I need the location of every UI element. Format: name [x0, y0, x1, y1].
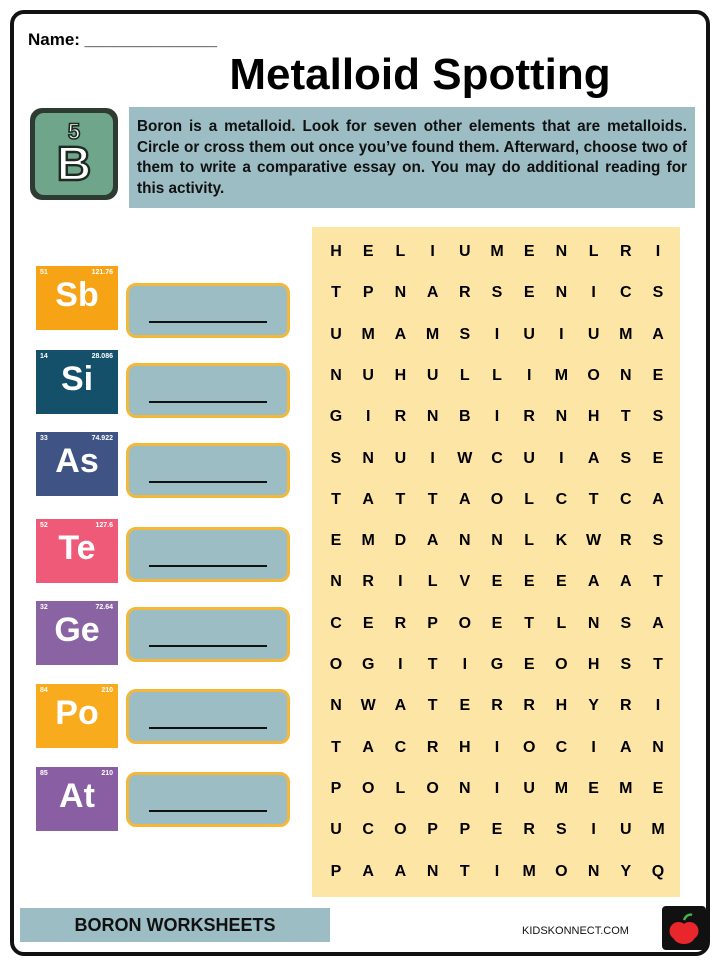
grid-letter[interactable]: U	[523, 325, 535, 343]
grid-letter[interactable]: E	[491, 614, 503, 632]
grid-letter[interactable]: M	[651, 821, 665, 839]
grid-letter[interactable]: R	[620, 532, 632, 550]
grid-letter[interactable]: I	[462, 656, 468, 673]
grid-letter[interactable]: A	[394, 697, 407, 715]
grid-letter[interactable]: E	[523, 243, 535, 260]
boron-symbol: B	[56, 138, 92, 191]
grid-letter[interactable]: N	[459, 532, 471, 550]
grid-letter[interactable]: A	[652, 490, 664, 508]
grid-letter[interactable]: G	[361, 656, 375, 673]
element-number: 33	[40, 435, 48, 442]
grid-letter[interactable]: I	[559, 325, 564, 343]
boron-element-tile	[30, 108, 118, 200]
grid-letter[interactable]: L	[427, 573, 438, 591]
answer-box-si[interactable]	[126, 363, 290, 418]
grid-letter[interactable]: E	[330, 532, 342, 550]
grid-letter[interactable]: R	[620, 243, 632, 260]
grid-letter[interactable]: U	[523, 449, 535, 467]
grid-letter[interactable]: E	[588, 779, 599, 797]
grid-letter[interactable]: R	[426, 738, 439, 756]
grid-letter[interactable]: A	[620, 738, 632, 756]
grid-letter[interactable]: P	[427, 821, 438, 839]
grid-letter[interactable]: I	[365, 408, 371, 426]
grid-letter[interactable]: P	[362, 284, 374, 302]
element-mass: 28.086	[91, 353, 113, 360]
element-tile-po	[36, 684, 118, 748]
element-symbol: Sb	[55, 276, 99, 314]
grid-letter[interactable]: M	[361, 325, 375, 343]
grid-letter[interactable]: Y	[620, 862, 632, 880]
grid-letter[interactable]: A	[652, 614, 664, 632]
grid-letter[interactable]: H	[459, 738, 471, 756]
element-mass: 127.6	[95, 522, 113, 529]
grid-letter[interactable]: N	[330, 573, 342, 591]
grid-letter[interactable]: O	[490, 490, 504, 508]
grid-letter[interactable]: U	[394, 449, 407, 467]
grid-letter[interactable]: O	[555, 656, 568, 673]
grid-letter[interactable]: T	[427, 697, 438, 715]
grid-letter[interactable]: A	[362, 490, 374, 508]
grid-letter[interactable]: W	[457, 449, 473, 467]
grid-letter[interactable]: T	[524, 614, 535, 632]
grid-letter[interactable]: T	[653, 656, 663, 673]
element-symbol: Te	[58, 529, 96, 567]
grid-letter[interactable]: A	[426, 284, 439, 302]
grid-letter[interactable]: C	[555, 490, 568, 508]
grid-letter[interactable]: L	[492, 366, 502, 384]
grid-letter[interactable]: G	[329, 408, 343, 426]
grid-letter[interactable]: A	[587, 573, 600, 591]
grid-letter[interactable]: R	[523, 821, 535, 839]
instructions-text: Boron is a metalloid. Look for seven other elements that are metalloids. Circle or cross them out once you’ve found them. Afterward, choose two of them to write a comparative essay on. You may do additional reading for this activity.	[129, 107, 695, 208]
grid-letter[interactable]: A	[587, 449, 600, 467]
grid-letter[interactable]: O	[587, 366, 600, 384]
grid-letter[interactable]: P	[330, 779, 342, 797]
grid-letter[interactable]: I	[526, 366, 532, 384]
grid-letter[interactable]: U	[459, 243, 471, 260]
grid-letter[interactable]: N	[491, 532, 503, 550]
grid-letter[interactable]: H	[394, 366, 407, 384]
grid-letter[interactable]: E	[652, 366, 664, 384]
grid-letter[interactable]: M	[522, 862, 536, 880]
grid-letter[interactable]: I	[591, 821, 596, 839]
element-tile-at	[36, 767, 118, 831]
grid-letter[interactable]: I	[655, 243, 661, 260]
grid-letter[interactable]: C	[491, 449, 503, 467]
grid-letter[interactable]: I	[591, 738, 596, 756]
element-tile-as	[36, 432, 118, 496]
name-field-label: Name: ______________	[28, 30, 218, 49]
grid-letter[interactable]: N	[362, 449, 374, 467]
grid-letter[interactable]: E	[491, 573, 503, 591]
element-number: 84	[40, 687, 48, 694]
grid-letter[interactable]: O	[394, 821, 407, 839]
grid-letter[interactable]: I	[494, 738, 500, 756]
grid-letter[interactable]: S	[620, 449, 632, 467]
grid-letter[interactable]: S	[330, 449, 342, 467]
grid-letter[interactable]: S	[652, 284, 664, 302]
grid-letter[interactable]: T	[459, 862, 470, 880]
grid-letter[interactable]: M	[361, 532, 375, 550]
answer-box-sb[interactable]	[126, 283, 290, 338]
element-number: 52	[40, 522, 48, 529]
grid-letter[interactable]: I	[559, 449, 564, 467]
grid-letter[interactable]: M	[619, 325, 633, 343]
grid-letter[interactable]: W	[586, 532, 602, 550]
answer-line	[149, 645, 267, 647]
answer-box-as[interactable]	[126, 443, 290, 498]
grid-letter[interactable]: M	[490, 243, 504, 260]
grid-letter[interactable]: S	[459, 325, 471, 343]
grid-letter[interactable]: R	[620, 697, 632, 715]
element-mass: 72.64	[95, 604, 113, 611]
grid-letter[interactable]: M	[554, 366, 569, 384]
grid-letter[interactable]: I	[494, 862, 500, 880]
grid-letter[interactable]: M	[619, 779, 633, 797]
grid-letter[interactable]: L	[524, 532, 535, 550]
grid-letter[interactable]: K	[555, 532, 568, 550]
element-tile-te	[36, 519, 118, 583]
grid-letter[interactable]: L	[588, 243, 599, 260]
grid-letter[interactable]: T	[620, 408, 631, 426]
grid-letter[interactable]: O	[555, 862, 568, 880]
answer-line	[149, 321, 267, 323]
grid-letter[interactable]: C	[620, 490, 632, 508]
apple-logo	[662, 906, 706, 950]
grid-letter[interactable]: V	[459, 573, 471, 591]
element-number: 14	[40, 353, 48, 360]
grid-letter[interactable]: L	[524, 490, 535, 508]
element-tile-sb	[36, 266, 118, 330]
grid-letter[interactable]: E	[459, 697, 471, 715]
grid-letter[interactable]: D	[394, 532, 407, 550]
grid-letter[interactable]: L	[556, 614, 567, 632]
grid-letter[interactable]: A	[394, 325, 407, 343]
grid-letter[interactable]: L	[395, 243, 406, 260]
grid-letter[interactable]: C	[555, 738, 568, 756]
grid-letter[interactable]: N	[394, 284, 407, 302]
grid-letter[interactable]: R	[523, 697, 535, 715]
grid-letter[interactable]: P	[427, 614, 438, 632]
grid-letter[interactable]: L	[459, 366, 470, 384]
grid-letter[interactable]: O	[458, 614, 472, 632]
grid-letter[interactable]: N	[330, 366, 342, 384]
grid-letter[interactable]: C	[394, 738, 407, 756]
grid-letter[interactable]: A	[362, 862, 374, 880]
grid-letter[interactable]: U	[587, 325, 600, 343]
grid-letter[interactable]: C	[330, 614, 342, 632]
answer-line	[149, 810, 267, 812]
element-tile-si	[36, 350, 118, 414]
answer-box-at[interactable]	[126, 772, 290, 827]
element-symbol: At	[59, 777, 95, 815]
word-search-grid	[312, 227, 680, 897]
grid-letter[interactable]: U	[426, 366, 439, 384]
grid-letter[interactable]: S	[491, 284, 503, 302]
grid-letter[interactable]: O	[361, 779, 375, 797]
grid-letter[interactable]: C	[620, 284, 632, 302]
grid-letter[interactable]: R	[459, 284, 471, 302]
grid-letter[interactable]: N	[459, 779, 471, 797]
grid-letter[interactable]: E	[652, 449, 664, 467]
grid-letter[interactable]: M	[425, 325, 440, 343]
grid-letter[interactable]: R	[394, 408, 407, 426]
grid-letter[interactable]: U	[330, 325, 342, 343]
grid-letter[interactable]: U	[620, 821, 632, 839]
grid-letter[interactable]: U	[330, 821, 342, 839]
grid-letter[interactable]: R	[491, 697, 503, 715]
answer-line	[149, 727, 267, 729]
grid-letter[interactable]: N	[426, 862, 439, 880]
grid-letter[interactable]: B	[459, 408, 471, 426]
grid-letter[interactable]: E	[556, 573, 567, 591]
grid-letter[interactable]: Y	[588, 697, 599, 715]
grid-letter[interactable]: R	[523, 408, 535, 426]
grid-letter[interactable]: R	[362, 573, 374, 591]
grid-letter[interactable]: T	[331, 490, 341, 508]
grid-letter[interactable]: A	[394, 862, 407, 880]
grid-letter[interactable]: S	[652, 532, 664, 550]
element-mass: 74.922	[91, 435, 113, 442]
grid-letter[interactable]: L	[395, 779, 406, 797]
grid-letter[interactable]: T	[588, 490, 599, 508]
boron-atomic-number: 5	[67, 119, 81, 144]
grid-letter[interactable]: T	[653, 573, 663, 591]
element-number: 85	[40, 770, 48, 777]
grid-letter[interactable]: E	[652, 779, 664, 797]
grid-letter[interactable]: I	[494, 325, 500, 343]
grid-letter[interactable]: R	[394, 614, 407, 632]
grid-letter[interactable]: N	[620, 366, 632, 384]
boron-tile-face	[35, 113, 113, 195]
grid-letter[interactable]: N	[555, 284, 568, 302]
element-symbol: Ge	[54, 611, 100, 649]
grid-letter[interactable]: W	[360, 697, 376, 715]
answer-box-po[interactable]	[126, 689, 290, 744]
grid-letter[interactable]: Q	[651, 862, 665, 880]
grid-letter[interactable]: A	[362, 738, 374, 756]
grid-letter[interactable]: N	[555, 243, 568, 260]
page-title: Metalloid Spotting	[229, 50, 611, 99]
grid-letter[interactable]: I	[494, 779, 500, 797]
element-mass: 121.76	[91, 269, 113, 276]
grid-letter[interactable]: I	[430, 243, 435, 260]
element-symbol: Po	[55, 694, 99, 732]
grid-letter[interactable]: A	[426, 532, 439, 550]
grid-letter[interactable]: T	[427, 656, 438, 673]
element-number: 32	[40, 604, 48, 611]
grid-letter[interactable]: H	[555, 697, 568, 715]
grid-letter[interactable]: E	[491, 821, 503, 839]
grid-letter[interactable]: E	[362, 614, 374, 632]
grid-letter[interactable]: C	[362, 821, 374, 839]
grid-letter[interactable]: N	[587, 862, 600, 880]
grid-letter[interactable]: P	[330, 862, 342, 880]
grid-letter[interactable]: E	[523, 573, 535, 591]
answer-box-te[interactable]	[126, 527, 290, 582]
grid-letter[interactable]: I	[398, 573, 403, 591]
grid-letter[interactable]: N	[330, 697, 342, 715]
grid-letter[interactable]: S	[556, 821, 567, 839]
grid-letter[interactable]: N	[426, 408, 439, 426]
grid-letter[interactable]: P	[459, 821, 471, 839]
grid-letter[interactable]: H	[330, 243, 342, 260]
element-symbol: Si	[60, 360, 94, 398]
grid-letter[interactable]: M	[554, 779, 569, 797]
element-number: 51	[40, 269, 48, 276]
apple-icon	[662, 906, 706, 950]
answer-line	[149, 401, 267, 403]
grid-letter[interactable]: N	[652, 738, 664, 756]
grid-letter[interactable]: T	[427, 490, 438, 508]
answer-box-ge[interactable]	[126, 607, 290, 662]
grid-letter[interactable]: N	[587, 614, 600, 632]
answer-line	[149, 565, 267, 567]
grid-letter[interactable]: U	[523, 779, 535, 797]
grid-letter[interactable]: O	[329, 656, 343, 673]
grid-letter[interactable]: H	[587, 408, 600, 426]
grid-letter[interactable]: E	[523, 656, 535, 673]
grid-letter[interactable]: A	[652, 325, 664, 343]
grid-letter[interactable]: O	[426, 779, 439, 797]
grid-letter[interactable]: I	[591, 284, 596, 302]
element-symbol: As	[55, 442, 99, 480]
grid-letter[interactable]: A	[459, 490, 471, 508]
grid-letter[interactable]: S	[652, 408, 664, 426]
answer-line	[149, 481, 267, 483]
grid-letter[interactable]: G	[490, 656, 504, 673]
element-tile-ge	[36, 601, 118, 665]
grid-letter[interactable]: A	[620, 573, 632, 591]
grid-letter[interactable]: S	[620, 656, 632, 673]
element-mass: 210	[101, 770, 113, 777]
grid-letter[interactable]: E	[523, 284, 535, 302]
grid-letter[interactable]: I	[655, 697, 661, 715]
footer-label: BORON WORKSHEETS	[74, 915, 276, 935]
grid-letter[interactable]: H	[587, 656, 600, 673]
grid-letter[interactable]: I	[494, 408, 500, 426]
grid-letter[interactable]: T	[395, 490, 406, 508]
grid-letter[interactable]: N	[555, 408, 568, 426]
grid-letter[interactable]: S	[620, 614, 632, 632]
grid-letter[interactable]: O	[522, 738, 536, 756]
site-url[interactable]: KIDSKONNECT.COM	[522, 925, 629, 937]
grid-letter[interactable]: E	[362, 243, 374, 260]
element-mass: 210	[101, 687, 113, 694]
footer-banner	[20, 908, 330, 942]
grid-letter[interactable]: U	[362, 366, 374, 384]
grid-letter[interactable]: I	[398, 656, 403, 673]
grid-letter[interactable]: T	[331, 284, 341, 302]
grid-letter[interactable]: I	[430, 449, 435, 467]
grid-letter[interactable]: T	[331, 738, 341, 756]
